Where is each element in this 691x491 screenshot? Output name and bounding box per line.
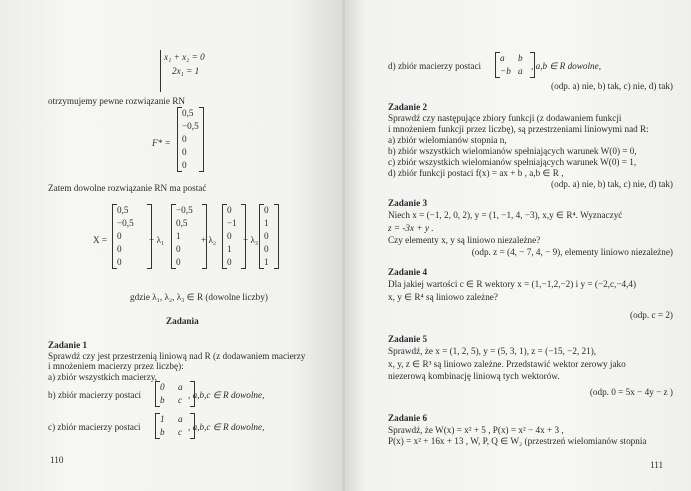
- section-heading: Zadania: [166, 316, 199, 326]
- matrix-cell: 0: [182, 160, 187, 170]
- text: Dla jakiej wartości c ∈ R wektory x = (1,−1,2,−2) i y = (−2,c,−4,4): [388, 279, 637, 289]
- matrix-cell: a: [500, 53, 505, 63]
- text: niezerową kombinację liniową tych wektorów.: [388, 371, 560, 381]
- matrix-cell: c: [178, 427, 183, 437]
- matrix-cell: 0,5: [176, 218, 188, 228]
- text: Niech x = (−1, 2, 0, 2), y = (1, −1, 4, −3), x,y ∈ R⁴. Wyznaczyć: [388, 210, 623, 220]
- matrix-cell: 0: [227, 231, 232, 241]
- system-brace: [160, 50, 161, 92]
- text: x, y ∈ R⁴ są liniowo zależne?: [388, 292, 498, 302]
- text: Sprawdź czy następujące zbiory funkcji (z dodawaniem funkcji: [388, 113, 622, 123]
- answer: (odp. c = 2): [630, 310, 673, 320]
- answer: (odp. a) nie, b) tak, c) nie, d) tak): [551, 81, 673, 91]
- matrix-cell: −0,5: [176, 205, 193, 215]
- task-title: Zadanie 6: [388, 413, 428, 423]
- text: , a,b,c ∈ R dowolne,: [188, 422, 265, 432]
- x0-matrix: [112, 204, 152, 269]
- matrix-cell: 1: [264, 218, 269, 228]
- x-label: X =: [93, 235, 108, 245]
- text: a) zbiór wszystkich macierzy,: [48, 372, 158, 382]
- text: c) zbiór macierzy postaci: [48, 422, 141, 432]
- text: b) zbiór macierzy postaci: [48, 390, 142, 400]
- matrix-cell: −0,5: [182, 121, 199, 131]
- matrix-cell: −0,5: [117, 218, 134, 228]
- text: a) zbiór wielomianów stopnia n,: [388, 135, 507, 145]
- matrix-column: [227, 204, 239, 269]
- text: x, y, z ∈ R³ są liniowo zależne. Przedstawić wektor zerowy jako: [388, 359, 626, 369]
- matrix-cell: 1: [176, 231, 181, 241]
- matrix-cell: 0: [117, 257, 122, 267]
- matrix-cell: b: [160, 427, 165, 437]
- lambda3-term: + λ₃: [243, 235, 259, 245]
- task-title: Zadanie 4: [388, 267, 428, 277]
- task-title: Zadanie 5: [388, 334, 428, 344]
- text: , a,b,c ∈ R dowolne,: [188, 390, 265, 400]
- matrix-column: [500, 52, 512, 78]
- page-number: 110: [50, 455, 64, 465]
- matrix-cell: 0: [176, 257, 181, 267]
- matrix-column: [264, 204, 276, 269]
- fstar-matrix: [177, 107, 204, 172]
- matrix-cell: 0: [176, 244, 181, 254]
- matrix-cell: b: [518, 53, 523, 63]
- text: P(x) = x² + 16x + 13 , W, P, Q ∈ W₂ (przestrzeń wielomianów stopnia: [388, 436, 647, 446]
- matrix-cell: b: [160, 395, 165, 405]
- text: otrzymujemy pewne rozwiązanie RN: [48, 96, 185, 106]
- equation-1: x₁ + x₂ = 0: [164, 52, 205, 62]
- text: , a,b ∈ R dowolne,: [531, 61, 602, 71]
- matrix-column: [117, 204, 134, 269]
- text: i mnożeniem funkcji przez liczbę), są przestrzeniami liniowymi nad R:: [388, 124, 649, 134]
- lambda1-term: + λ₁: [149, 235, 165, 245]
- text: c) zbiór wszystkich wielomianów spełniających warunek W(0) = 1,: [388, 157, 637, 167]
- text: Sprawdź, że x = (1, 2, 5), y = (5, 3, 1), z = (−15, −2, 21),: [388, 346, 597, 356]
- task-title: Zadanie 1: [48, 340, 88, 350]
- matrix-cell: c: [178, 395, 183, 405]
- matrix-cell: 1: [160, 414, 165, 424]
- equation-2: 2x₁ = 1: [172, 66, 200, 76]
- matrix-cell: −1: [227, 218, 237, 228]
- text: b) zbiór wszystkich wielomianów spełniających warunek W(0) = 0,: [388, 146, 637, 156]
- task-title: Zadanie 2: [388, 102, 428, 112]
- matrix-column: [176, 204, 193, 269]
- answer: (odp. 0 = 5x − 4y − z ): [589, 387, 673, 397]
- page-number: 111: [650, 460, 664, 470]
- text: d) zbiór funkcji postaci f(x) = ax + b , a,b ∈ R ,: [388, 168, 564, 178]
- matrix-cell: 0: [182, 134, 187, 144]
- matrix-cell: 1: [264, 257, 269, 267]
- matrix-cell: a: [178, 414, 183, 424]
- matrix-cell: a: [178, 382, 183, 392]
- x3-matrix: [259, 204, 279, 269]
- matrix-cell: 0: [182, 147, 187, 157]
- text: Zatem dowolne rozwiązanie RN ma postać: [48, 183, 207, 193]
- matrix-cell: 0,5: [182, 108, 194, 118]
- matrix-cell: 1: [227, 244, 232, 254]
- matrix-cell: 0: [227, 205, 232, 215]
- text: Czy elementy x, y są liniowo niezależne?: [388, 235, 541, 245]
- matrix-cell: 0: [264, 244, 269, 254]
- right-page: [345, 0, 691, 491]
- text: i mnożeniem macierzy przez liczbę):: [48, 361, 184, 371]
- task-title: Zadanie 3: [388, 198, 428, 208]
- lambda2-term: + λ₂: [201, 235, 217, 245]
- answer: (odp. a) nie, b) tak, c) nie, d) tak): [551, 179, 673, 189]
- matrix-cell: 0: [117, 244, 122, 254]
- matrix-cell: 0: [264, 205, 269, 215]
- matrix-cell: 0: [264, 231, 269, 241]
- matrix-column: [160, 413, 172, 439]
- answer: (odp. z = (4, − 7, 4, − 9), elementy liniowo niezależne): [471, 247, 673, 257]
- matrix-d: [495, 52, 535, 78]
- matrix-column: [182, 107, 199, 172]
- matrix-cell: 0: [227, 257, 232, 267]
- where-text: gdzie λ₁, λ₂, λ₃ ∈ R (dowolne liczby): [130, 292, 268, 302]
- matrix-cell: a: [518, 66, 523, 76]
- text: Sprawdź, że W(x) = x² + 5 , P(x) = x² − 4x + 3 ,: [388, 425, 564, 435]
- matrix-column: [518, 52, 530, 78]
- matrix-cell: 0: [160, 382, 165, 392]
- matrix-cell: 0: [117, 231, 122, 241]
- matrix-cell: −b: [500, 66, 511, 76]
- fstar-label: F* =: [152, 138, 171, 148]
- text: d) zbiór macierzy postaci: [388, 61, 482, 71]
- left-page: [0, 0, 342, 491]
- matrix-column: [160, 381, 172, 407]
- text: z = -3x + y .: [388, 223, 434, 233]
- text: Sprawdź czy jest przestrzenią liniową nad R (z dodawaniem macierzy: [48, 351, 306, 361]
- matrix-cell: 0,5: [117, 205, 129, 215]
